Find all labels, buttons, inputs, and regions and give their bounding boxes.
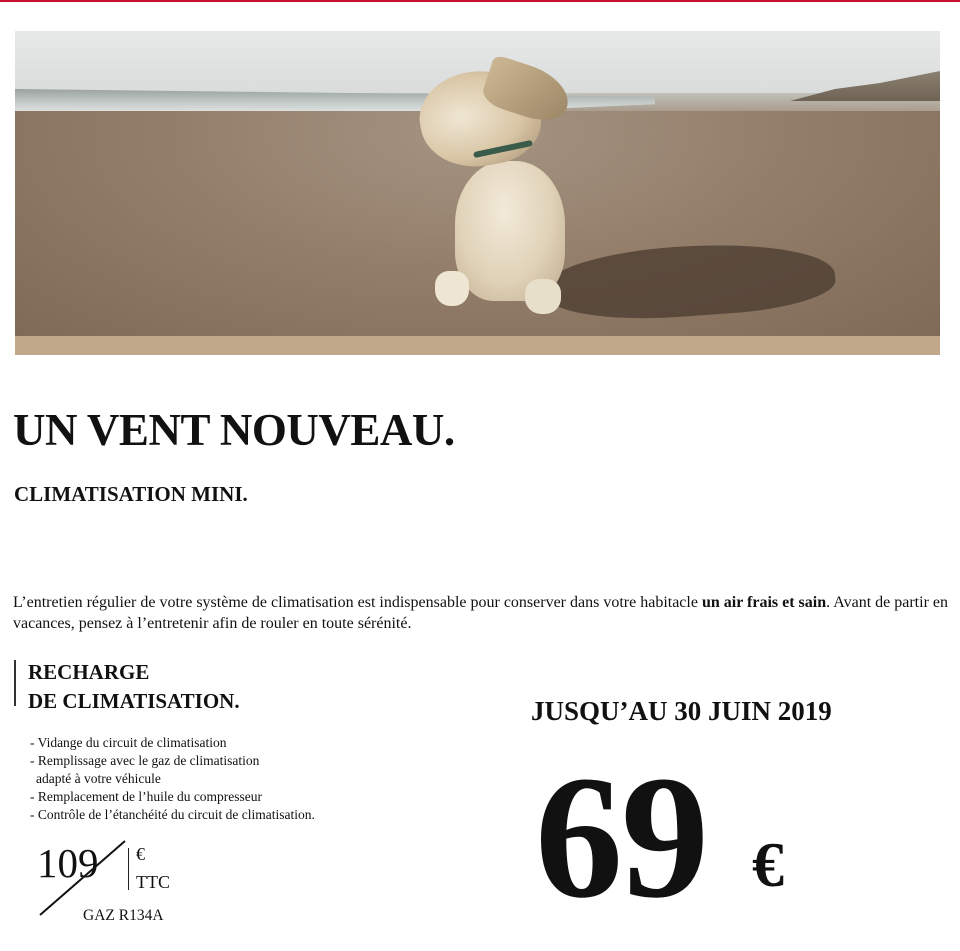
offer-until: JUSQU’AU 30 JUIN 2019 <box>531 696 832 726</box>
subtitle: CLIMATISATION MINI. <box>14 482 248 506</box>
headline: UN VENT NOUVEAU. <box>13 405 455 455</box>
list-item: adapté à votre véhicule <box>36 771 161 786</box>
hero-image <box>15 31 940 336</box>
hero-bottom-band <box>15 336 940 355</box>
gas-type: GAZ R134A <box>83 907 164 924</box>
old-price-tax: TTC <box>136 872 170 892</box>
intro-paragraph: L’entretien régulier de votre système de climatisation est indispensable pour conserver dans votre habitacle un air frais et sain. Avant de partir en vacances, pensez à l’entretenir afin de rouler en toute sérénité. <box>13 594 948 632</box>
offer-currency: € <box>752 829 784 900</box>
list-item: - Remplacement de l’huile du compresseur <box>30 789 263 804</box>
section-title: RECHARGE DE CLIMATISATION. <box>28 660 240 713</box>
old-price: 109 <box>37 840 99 886</box>
section-accent-bar <box>14 660 16 706</box>
list-item: - Remplissage avec le gaz de climatisation <box>30 753 260 768</box>
price-separator <box>128 848 129 890</box>
list-item: - Vidange du circuit de climatisation <box>30 735 227 750</box>
top-accent-rule <box>0 0 960 2</box>
intro-highlight: un air frais et sain <box>701 594 827 611</box>
list-item: - Contrôle de l’étanchéité du circuit de climatisation. <box>30 807 315 822</box>
offer-price: 69 <box>535 740 707 935</box>
feature-list <box>30 734 315 824</box>
old-price-currency: € <box>136 844 145 864</box>
